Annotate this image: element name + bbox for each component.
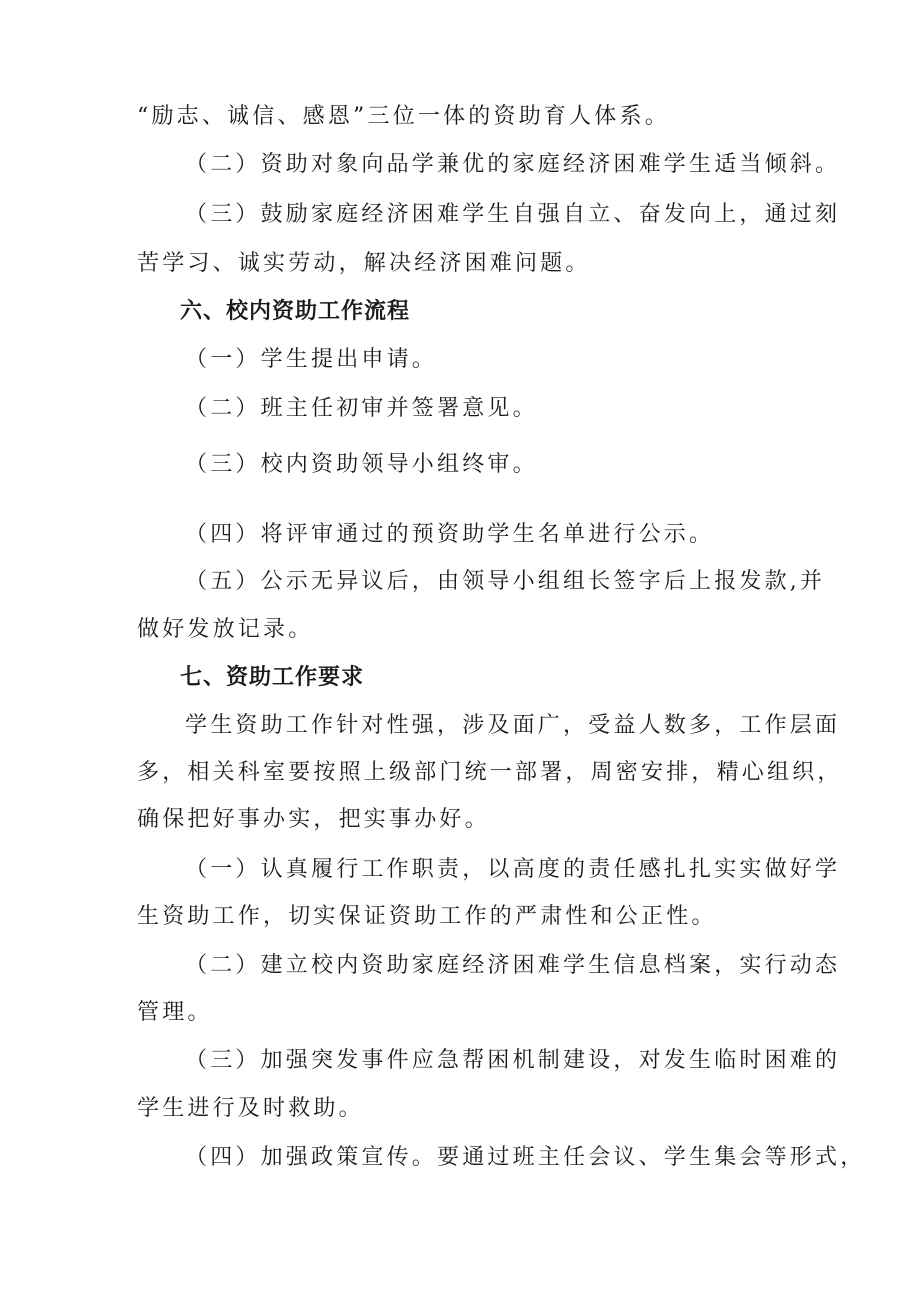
paragraph-line: 做好发放记录。 xyxy=(137,617,314,642)
paragraph-line: 确保把好事办实，把实事办好。 xyxy=(137,807,490,832)
list-item: （五）公示无异议后，由领导小组组长签字后上报发款,并 xyxy=(185,569,826,594)
paragraph-line: （三）鼓励家庭经济困难学生自强自立、奋发向上，通过刻 xyxy=(185,202,841,227)
list-item: （三）加强突发事件应急帮困机制建设，对发生临时困难的 xyxy=(185,1048,841,1073)
list-item: （一）认真履行工作职责，以高度的责任感扎扎实实做好学 xyxy=(185,857,841,882)
list-item: （四）将评审通过的预资助学生名单进行公示。 xyxy=(185,522,715,547)
list-item: （二）建立校内资助家庭经济困难学生信息档案，实行动态 xyxy=(185,953,841,978)
section-heading: 七、资助工作要求 xyxy=(180,665,365,690)
paragraph-line: 生资助工作，切实保证资助工作的严肃性和公正性。 xyxy=(137,904,717,929)
list-item: （二）班主任初审并签署意见。 xyxy=(185,396,538,421)
paragraph-line: 苦学习、诚实劳动，解决经济困难问题。 xyxy=(137,251,591,276)
list-item: （一）学生提出申请。 xyxy=(185,347,438,372)
paragraph-line: 学生资助工作针对性强，涉及面广，受益人数多，工作层面 xyxy=(185,713,841,738)
paragraph-line: 学生进行及时救助。 xyxy=(137,1096,364,1121)
paragraph-line: 多，相关科室要按照上级部门统一部署，周密安排，精心组织， xyxy=(137,760,843,785)
section-heading: 六、校内资助工作流程 xyxy=(180,299,411,324)
list-item: （四）加强政策宣传。要通过班主任会议、学生集会等形式， xyxy=(185,1145,866,1170)
paragraph-line: “励志、诚信、感恩”三位一体的资助育人体系。 xyxy=(137,104,670,129)
list-item: （三）校内资助领导小组终审。 xyxy=(185,452,538,477)
paragraph-line: 管理。 xyxy=(137,1000,213,1025)
paragraph-line: （二）资助对象向品学兼优的家庭经济困难学生适当倾斜。 xyxy=(185,152,841,177)
